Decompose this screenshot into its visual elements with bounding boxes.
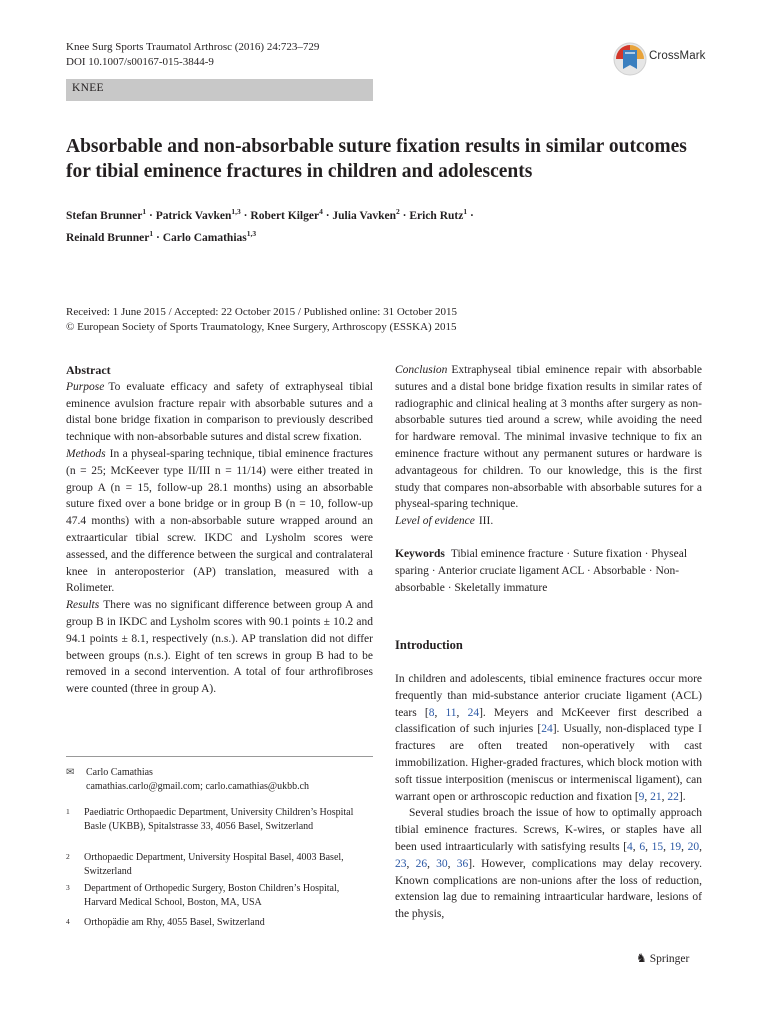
keywords-heading: Keywords	[395, 547, 445, 560]
citation-link[interactable]: 9	[638, 790, 645, 803]
loe-value: III.	[478, 515, 494, 528]
publisher-logo	[636, 951, 689, 966]
crossmark-icon	[613, 41, 647, 77]
citation-link[interactable]: 24	[541, 723, 553, 736]
affiliation-item	[66, 916, 373, 930]
affiliation-text: Paediatric Orthopaedic Department, University Children’s Hospital Basle (UKBB), Spitalstrasse 33, 4056 Basel, Switzerland	[84, 807, 354, 832]
author-separator: ·	[467, 209, 474, 222]
methods-text: In a physeal-sparing technique, tibial eminence fractures (n = 25; McKeever type II/III n = 11/14) were either treated in group A (n = 15, follow-up 28.1 months) using an absorbable suture fixed over a bone bridge or in group B (n = 10, follow-up 47.4 months) with a non-absorbable suture wrapped around an extraarticular tibial screw. IKDC and Lysholm scores were assessed, and the difference between the surgical and contralateral knee in anteroposterior (AP) translation, measured with a Rolimeter.	[66, 447, 373, 595]
intro-text: Several studies broach the issue of how to optimally approach tibial eminence fractures. Screws, K-wires, or staples have all been used intraarticularly with satisfying results [	[395, 807, 702, 853]
crossmark-badge[interactable]	[613, 41, 713, 77]
author-separator: ·	[153, 231, 163, 244]
doi-line[interactable]: DOI 10.1007/s00167-015-3844-9	[66, 56, 214, 68]
level-of-evidence	[395, 513, 702, 530]
affiliation-number: 3	[66, 883, 70, 892]
keywords-text: Tibial eminence fracture · Suture fixation · Physeal sparing · Anterior cruciate ligament ACL · Absorbable · Non-absorbable · Skeletally immature	[395, 547, 688, 594]
intro-text: ].	[678, 790, 686, 803]
citation-link[interactable]: 6	[639, 840, 646, 853]
methods-label: Methods	[66, 447, 106, 460]
author-name[interactable]: Carlo Camathias	[162, 231, 247, 244]
intro-text: In children and adolescents, tibial eminence fractures occur more frequently than mid-substance anterior cruciate ligament (ACL) tears [	[395, 673, 702, 719]
abstract-heading: Abstract	[66, 363, 111, 377]
springer-horse-icon: ♞	[636, 951, 647, 965]
abstract-right-column	[395, 362, 702, 596]
abstract-methods	[66, 446, 373, 597]
author-name[interactable]: Robert Kilger	[250, 209, 320, 222]
copyright-line: © European Society of Sports Traumatology, Knee Surgery, Arthroscopy (ESSKA) 2015	[66, 321, 457, 333]
affiliation-number: 4	[66, 917, 70, 926]
journal-reference: Knee Surg Sports Traumatol Arthrosc (2016) 24:723–729	[66, 41, 320, 53]
corresponding-author: Carlo Camathias	[86, 767, 153, 778]
citation-link[interactable]: 26	[415, 857, 428, 870]
affiliation-item	[66, 882, 373, 909]
author-name[interactable]: Erich Rutz	[409, 209, 464, 222]
author-separator: ·	[240, 209, 251, 222]
citation-link[interactable]: 36	[456, 857, 469, 870]
affiliation-text: Department of Orthopedic Surgery, Boston Children’s Hospital, Harvard Medical School, Boston, MA, USA	[84, 883, 340, 908]
introduction-body	[395, 671, 702, 923]
citation-link[interactable]: 4	[627, 840, 633, 853]
citation-link[interactable]: 19	[669, 840, 682, 853]
conclusion-label: Conclusion	[395, 364, 448, 376]
citation-link[interactable]: 20	[687, 840, 700, 853]
abstract-purpose	[66, 379, 373, 446]
history-line: Received: 1 June 2015 / Accepted: 22 October 2015 / Published online: 31 October 2015	[66, 306, 458, 318]
publisher-name: Springer	[649, 953, 690, 965]
author-separator: ·	[146, 209, 156, 222]
author-affiliation: 1	[463, 207, 468, 216]
article-title: Absorbable and non-absorbable suture fixation results in similar outcomes for tibial eminence fractures in children and adolescents	[66, 136, 687, 182]
citation-link[interactable]: 30	[436, 857, 448, 870]
author-affiliation: 1	[149, 228, 154, 238]
affiliation-item	[66, 806, 373, 833]
author-affiliation: 1,3	[246, 228, 257, 238]
citation-link[interactable]: 23	[395, 857, 407, 870]
abstract-results	[66, 597, 373, 698]
correspondence	[66, 766, 373, 793]
intro-paragraph-1: In children and adolescents, tibial eminence fractures occur more frequently than mid-substance anterior cruciate ligament (ACL) tears [8, 11, 24]. Meyers and McKeever first described a classification of such injuries [24]. Usually, non-displaced type I fractures are often treated non-operatively with cast immobilization. Higher-graded fractures, which block motion with soft tissue interposition (meniscus or intermeniscal ligament), can warrant open or arthroscopic reduction and fixation [9, 21, 22].	[395, 673, 702, 803]
publication-dates	[66, 305, 706, 335]
citation-link[interactable]: 22	[667, 790, 679, 803]
section-label: KNEE	[72, 82, 104, 94]
purpose-text: To evaluate efficacy and safety of extraphyseal tibial eminence avulsion fracture repair with absorbable sutures and a distal bone bridge fixation in comparison to previously described technique with non-absorbable sutures and distal screw fixation.	[66, 380, 373, 444]
author-list	[66, 203, 706, 247]
crossmark-label: CrossMark	[649, 50, 706, 62]
envelope-icon: ✉	[66, 767, 75, 778]
citation-link[interactable]: 15	[651, 840, 664, 853]
corresponding-emails[interactable]: camathias.carlo@gmail.com; carlo.camathias@ukbb.ch	[86, 780, 310, 792]
intro-text: ]. Usually, non-displaced type I fractures are often treated non-operatively with cast immobilization. Higher-graded fractures, which block motion with soft tissue interposition (meniscus or intermeniscal ligament), can warrant open or arthroscopic reduction and fixation [	[395, 723, 702, 803]
results-text: There was no significant difference between group A and group B in IKDC and Lysholm scores with 90.1 points ± 10.2 and 94.1 points ± 8.1, respectively (n.s.). AP translation did not differ between groups (n.s.). Eight of ten screws in group B had to be removed in a second intervention. A total of four arthrofibroses were counted (three in group A).	[66, 599, 373, 696]
author-affiliation: 2	[396, 207, 400, 216]
citation-link[interactable]: 8	[428, 706, 435, 719]
intro-paragraph-2: Several studies broach the issue of how to optimally approach tibial eminence fractures. Screws, K-wires, or staples have all been used intraarticularly with satisfying results [4, 6, 15, 19, 20, 23, 26, 30, 36]. However, complications may delay recovery. Known complications are non-unions after the loss of reduction, extension lag due to remaining intraarticular hardware, lesions of the physis,	[395, 807, 703, 921]
citation-link[interactable]: 21	[650, 790, 662, 803]
affiliation-number: 2	[66, 852, 70, 861]
purpose-label: Purpose	[66, 380, 105, 393]
affiliation-item	[66, 851, 373, 878]
loe-label: Level of evidence	[395, 515, 475, 528]
abstract-left-column	[66, 362, 373, 698]
author-name[interactable]: Julia Vavken	[332, 209, 397, 222]
intro-text: ]. However, complications may delay recovery. Known complications are non-unions after the loss of reduction, extension lag due to remaining intraarticular hardware, lesions of the physis,	[395, 857, 703, 921]
author-affiliation: 4	[319, 207, 323, 216]
intro-text: ]. Meyers and McKeever first described a classification of such injuries [	[395, 706, 702, 736]
affiliation-text: Orthopädie am Rhy, 4055 Basel, Switzerland	[84, 917, 265, 928]
section-label-bar	[66, 79, 373, 101]
author-affiliation: 1	[142, 207, 147, 216]
affiliation-text: Orthopaedic Department, University Hospital Basel, 4003 Basel, Switzerland	[84, 852, 344, 877]
author-name[interactable]: Patrick Vavken	[155, 209, 232, 222]
citation-link[interactable]: 11	[445, 706, 457, 719]
footnote-divider	[66, 756, 373, 757]
author-separator: ·	[322, 209, 333, 222]
author-name[interactable]: Reinald Brunner	[66, 231, 150, 244]
results-label: Results	[66, 599, 100, 612]
author-separator: ·	[399, 209, 410, 222]
journal-citation	[66, 40, 319, 70]
citation-link[interactable]: 24	[467, 706, 480, 719]
conclusion-text: Extraphyseal tibial eminence repair with absorbable sutures and a distal bone bridge fixation results in similar rates of radiographic and clinical healing at 3 months after surgery as non-absorbable sutures tied around a screw, while avoiding the need for hardware removal. The minimal invasive technique to fix an eminence fracture without any permanent sutures or hardware is advantageous for children. To our knowledge, this is the first study that compares non-absorbable with absorbable sutures for a physeal-sparing technique.	[395, 364, 702, 511]
keywords-block	[395, 546, 702, 596]
introduction-heading: Introduction	[395, 638, 463, 652]
affiliation-number: 1	[66, 807, 70, 816]
author-name[interactable]: Stefan Brunner	[66, 209, 143, 222]
author-affiliation: 1,3	[231, 207, 241, 216]
abstract-conclusion	[395, 362, 702, 513]
